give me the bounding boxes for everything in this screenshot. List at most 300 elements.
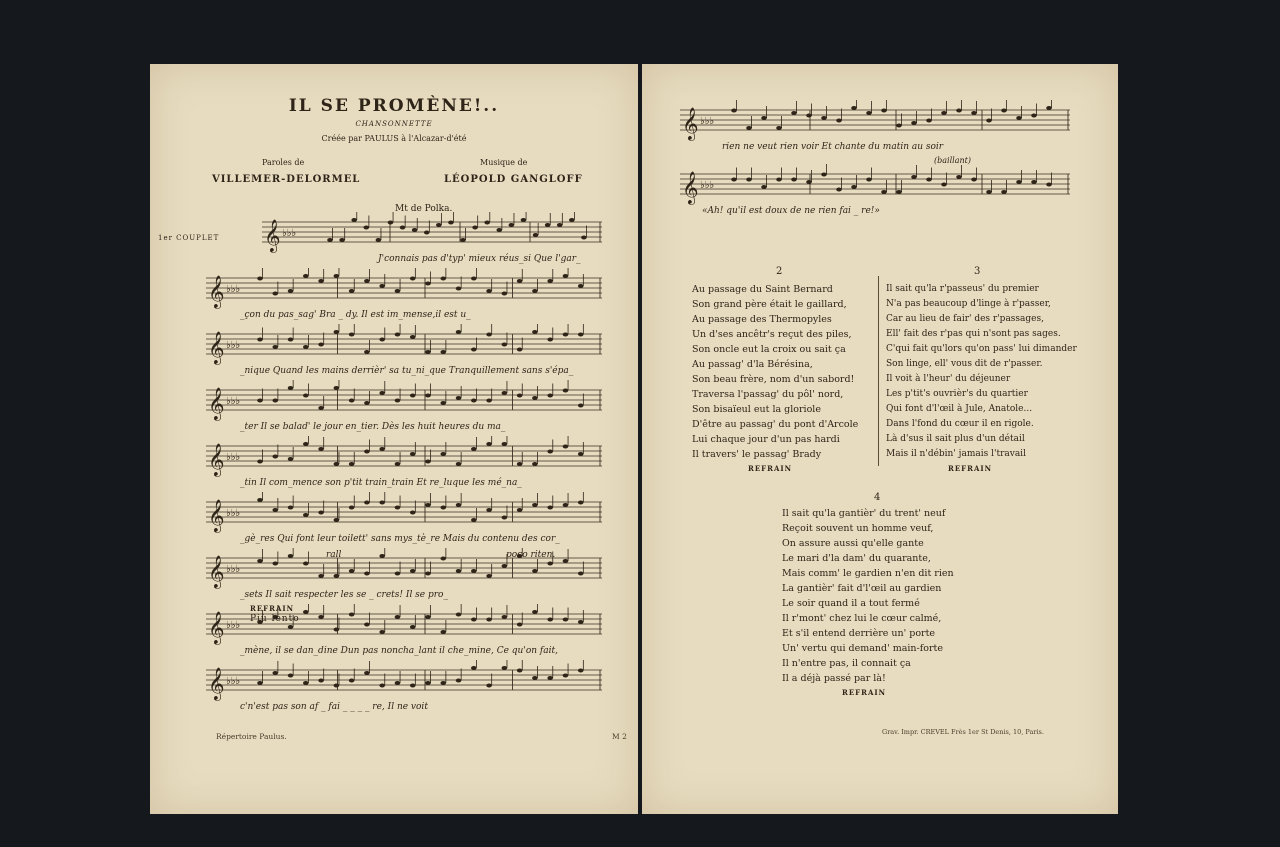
- note-head: [1001, 190, 1007, 194]
- note-head: [532, 289, 538, 293]
- note-head: [303, 681, 309, 685]
- verse-line: Un d'ses ancêtr's reçut des piles,: [692, 329, 852, 340]
- note-head: [791, 111, 797, 115]
- note-head: [272, 455, 278, 459]
- note-head: [578, 452, 584, 456]
- note-head: [563, 389, 569, 393]
- note-head: [436, 223, 442, 227]
- flat-icon: ♭♭♭: [282, 228, 297, 239]
- note-head: [425, 282, 431, 286]
- music-label: Musique de: [480, 158, 528, 167]
- note-head: [410, 511, 416, 515]
- note-head: [364, 350, 370, 354]
- note-head: [379, 447, 385, 451]
- note-head: [761, 116, 767, 120]
- note-head: [272, 508, 278, 512]
- note-head: [456, 287, 462, 291]
- note-head: [517, 279, 523, 283]
- note-head: [395, 506, 401, 510]
- verse-3-refrain: REFRAIN: [948, 464, 993, 473]
- note-head: [364, 450, 370, 454]
- note-head: [379, 501, 385, 505]
- note-head: [496, 228, 502, 232]
- note-head: [486, 574, 492, 578]
- verse-line: Il travers' le passag' Brady: [692, 449, 822, 460]
- note-head: [502, 442, 508, 446]
- note-head: [448, 221, 454, 225]
- rall-marking: rall: [326, 550, 342, 560]
- lyrics-label: Paroles de: [262, 158, 305, 167]
- note-head: [456, 396, 462, 400]
- flat-icon: ♭♭♭: [226, 284, 241, 295]
- note-head: [532, 396, 538, 400]
- note-head: [364, 671, 370, 675]
- note-head: [1016, 116, 1022, 120]
- note-head: [486, 442, 492, 446]
- note-head: [288, 506, 294, 510]
- note-head: [349, 399, 355, 403]
- note-head: [851, 106, 857, 110]
- flat-icon: ♭♭♭: [226, 508, 241, 519]
- verse-line: Traversa l'passag' du pôl' nord,: [692, 389, 844, 400]
- verse-line: Ell' fait des r'pas qui n'sont pas sages.: [886, 329, 1061, 339]
- verse-line: Son grand père était le gaillard,: [692, 299, 847, 310]
- note-head: [410, 335, 416, 339]
- note-head: [1016, 180, 1022, 184]
- lyric-line: _sets Il sait respecter les se _ crets! Il se pro_: [240, 590, 448, 600]
- note-head: [836, 188, 842, 192]
- note-head: [425, 572, 431, 576]
- note-head: [941, 111, 947, 115]
- note-head: [471, 569, 477, 573]
- note-head: [272, 562, 278, 566]
- treble-clef-icon: 𝄞: [208, 387, 225, 420]
- staff-system: [206, 492, 602, 536]
- note-head: [731, 109, 737, 113]
- note-head: [563, 274, 569, 278]
- verse-line: Son bisaïeul eut la gloriole: [692, 404, 821, 415]
- note-head: [272, 292, 278, 296]
- note-head: [502, 391, 508, 395]
- music-staff: [206, 660, 602, 704]
- song-title: IL SE PROMÈNE!..: [288, 96, 500, 116]
- flat-icon: ♭♭♭: [226, 620, 241, 631]
- verse-2-number: 2: [776, 266, 783, 277]
- note-head: [395, 289, 401, 293]
- note-head: [425, 503, 431, 507]
- note-head: [440, 350, 446, 354]
- note-head: [502, 564, 508, 568]
- verse-line: Car au lieu de fair' des r'passages,: [886, 314, 1044, 324]
- note-head: [395, 399, 401, 403]
- note-head: [425, 615, 431, 619]
- note-head: [318, 447, 324, 451]
- staff-system: [206, 436, 602, 480]
- created-by: Créée par PAULUS à l'Alcazar-d'été: [321, 134, 467, 143]
- note-head: [471, 618, 477, 622]
- lyric-line: _mène, il se dan_dine Dun pas noncha_lant il che_mine, Ce qu'on fait,: [240, 646, 558, 656]
- note-head: [425, 460, 431, 464]
- music-staff: [680, 100, 1070, 144]
- note-head: [410, 684, 416, 688]
- note-head: [1046, 183, 1052, 187]
- note-head: [911, 175, 917, 179]
- piu-lento-marking: Più lento: [250, 614, 300, 624]
- note-head: [502, 615, 508, 619]
- note-head: [349, 679, 355, 683]
- note-head: [334, 518, 340, 522]
- verse-line: Qui font d'l'œil à Jule, Anatole...: [886, 404, 1033, 414]
- note-head: [521, 218, 527, 222]
- note-head: [364, 401, 370, 405]
- note-head: [532, 503, 538, 507]
- note-head: [806, 114, 812, 118]
- note-head: [761, 185, 767, 189]
- note-head: [851, 185, 857, 189]
- note-head: [547, 279, 553, 283]
- note-head: [440, 630, 446, 634]
- note-head: [563, 333, 569, 337]
- note-head: [288, 674, 294, 678]
- note-head: [1046, 106, 1052, 110]
- note-head: [456, 330, 462, 334]
- lyric-line: _gè_res Qui font leur toilett' sans mys_tè_re Mais du contenu des cor_: [240, 534, 560, 544]
- note-head: [517, 394, 523, 398]
- note-head: [776, 178, 782, 182]
- note-head: [532, 610, 538, 614]
- verse-line: D'être au passag' du pont d'Arcole: [692, 419, 859, 430]
- note-head: [1031, 114, 1037, 118]
- note-head: [410, 394, 416, 398]
- lyric-line: rien ne veut rien voir Et chante du matin au soir: [722, 142, 944, 152]
- footer-page-mark: M 2: [612, 732, 627, 741]
- footer-repertoire: Répertoire Paulus.: [216, 732, 287, 741]
- note-head: [364, 501, 370, 505]
- note-head: [971, 111, 977, 115]
- verse-line: Son oncle eut la croix ou sait ça: [692, 344, 846, 355]
- note-head: [303, 513, 309, 517]
- note-head: [364, 572, 370, 576]
- note-head: [563, 559, 569, 563]
- note-head: [288, 386, 294, 390]
- note-head: [303, 274, 309, 278]
- note-head: [486, 684, 492, 688]
- verse-line: Il r'mont' chez lui le cœur calmé,: [782, 613, 942, 624]
- note-head: [776, 126, 782, 130]
- note-head: [486, 333, 492, 337]
- note-head: [502, 516, 508, 520]
- note-head: [272, 671, 278, 675]
- note-head: [986, 190, 992, 194]
- note-head: [517, 462, 523, 466]
- note-head: [395, 572, 401, 576]
- note-head: [532, 462, 538, 466]
- note-head: [257, 498, 263, 502]
- note-head: [547, 338, 553, 342]
- note-head: [821, 173, 827, 177]
- staff-system: [680, 100, 1070, 144]
- note-head: [896, 190, 902, 194]
- verse-3-number: 3: [974, 266, 981, 277]
- treble-clef-icon: 𝄞: [208, 331, 225, 364]
- note-head: [791, 178, 797, 182]
- note-head: [926, 178, 932, 182]
- note-head: [334, 330, 340, 334]
- note-head: [456, 569, 462, 573]
- note-head: [836, 119, 842, 123]
- note-head: [303, 394, 309, 398]
- flat-icon: ♭♭♭: [226, 564, 241, 575]
- verse-4: [782, 506, 954, 686]
- note-head: [364, 623, 370, 627]
- note-head: [532, 330, 538, 334]
- note-head: [563, 445, 569, 449]
- note-head: [303, 345, 309, 349]
- note-head: [379, 338, 385, 342]
- note-head: [578, 572, 584, 576]
- staff-system: [262, 212, 602, 256]
- note-head: [395, 615, 401, 619]
- note-head: [440, 557, 446, 561]
- verse-2: [692, 282, 858, 462]
- note-head: [486, 618, 492, 622]
- note-head: [545, 223, 551, 227]
- verse-line: Il a déjà passé par là!: [782, 673, 886, 684]
- verse-line: Un' vertu qui demand' main-forte: [782, 643, 943, 654]
- verse-divider: [878, 276, 879, 466]
- flat-icon: ♭♭♭: [226, 676, 241, 687]
- treble-clef-icon: 𝄞: [208, 611, 225, 644]
- verse-line: N'a pas beaucoup d'linge à r'passer,: [886, 299, 1051, 309]
- note-head: [547, 676, 553, 680]
- note-head: [395, 333, 401, 337]
- note-head: [440, 401, 446, 405]
- note-head: [410, 277, 416, 281]
- note-head: [532, 676, 538, 680]
- note-head: [547, 618, 553, 622]
- verse-4-refrain: REFRAIN: [842, 688, 887, 697]
- lyric-line: c'n'est pas son af _ fai _ _ _ _ re, Il ne voit: [240, 702, 428, 712]
- flat-icon: ♭♭♭: [700, 116, 715, 127]
- note-head: [956, 175, 962, 179]
- note-head: [547, 450, 553, 454]
- refrain-label: REFRAIN: [250, 604, 295, 613]
- treble-clef-icon: 𝄞: [208, 443, 225, 476]
- verse-line: Son beau frère, nom d'un sabord!: [692, 374, 855, 385]
- note-head: [303, 442, 309, 446]
- note-head: [400, 226, 406, 230]
- note-head: [349, 462, 355, 466]
- lyric-line: _nique Quand les mains derrièr' sa tu_ni_que Tranquillement sans s'épa_: [240, 366, 574, 376]
- staff-system: [206, 268, 602, 312]
- verse-line: Au passag' d'la Bérésina,: [692, 359, 813, 370]
- note-head: [334, 462, 340, 466]
- note-head: [1031, 180, 1037, 184]
- note-head: [533, 233, 539, 237]
- music-staff: [206, 492, 602, 536]
- note-head: [334, 684, 340, 688]
- verse-line: Lui chaque jour d'un pas hardi: [692, 434, 840, 445]
- note-head: [379, 684, 385, 688]
- treble-clef-icon: 𝄞: [208, 499, 225, 532]
- note-head: [440, 681, 446, 685]
- note-head: [456, 613, 462, 617]
- treble-clef-icon: 𝄞: [208, 667, 225, 700]
- note-head: [425, 681, 431, 685]
- poco-riten-marking: poco riten.: [506, 550, 556, 560]
- note-head: [318, 406, 324, 410]
- verse-line: Il sait qu'la r'passeus' du premier: [886, 284, 1039, 294]
- music-staff: [206, 436, 602, 480]
- note-head: [926, 119, 932, 123]
- note-head: [288, 338, 294, 342]
- note-head: [563, 503, 569, 507]
- staff-system: [206, 660, 602, 704]
- note-head: [272, 399, 278, 403]
- verse-line: Et s'il entend derrière un' porte: [782, 628, 936, 639]
- note-head: [471, 666, 477, 670]
- verse-line: C'qui fait qu'lors qu'on pass' lui dimander: [886, 344, 1077, 354]
- note-head: [288, 289, 294, 293]
- note-head: [424, 231, 430, 235]
- note-head: [578, 333, 584, 337]
- note-head: [547, 394, 553, 398]
- note-head: [303, 610, 309, 614]
- verse-line: Au passage des Thermopyles: [692, 314, 832, 325]
- treble-clef-icon: 𝄞: [264, 219, 281, 252]
- verse-line: Mais il n'débin' jamais l'travail: [886, 449, 1026, 459]
- note-head: [821, 116, 827, 120]
- music-staff: [206, 324, 602, 368]
- note-head: [472, 226, 478, 230]
- note-head: [379, 391, 385, 395]
- note-head: [486, 289, 492, 293]
- note-head: [866, 111, 872, 115]
- verse-2-refrain: REFRAIN: [748, 464, 793, 473]
- verse-4-number: 4: [874, 492, 881, 503]
- verse-line: Les p'tit's ouvrièr's du quartier: [886, 389, 1028, 399]
- note-head: [364, 279, 370, 283]
- note-head: [288, 457, 294, 461]
- music-staff: [206, 268, 602, 312]
- note-head: [486, 508, 492, 512]
- note-head: [517, 508, 523, 512]
- flat-icon: ♭♭♭: [226, 340, 241, 351]
- note-head: [334, 274, 340, 278]
- note-head: [379, 554, 385, 558]
- note-head: [379, 630, 385, 634]
- verse-3: [886, 282, 1077, 462]
- lyricist-name: VILLEMER-DELORMEL: [212, 174, 361, 185]
- note-head: [471, 399, 477, 403]
- note-head: [557, 223, 563, 227]
- music-staff: [680, 164, 1070, 208]
- treble-clef-icon: 𝄞: [208, 275, 225, 308]
- lyric-line: «Ah! qu'il est doux de ne rien fai _ re!»: [702, 206, 880, 216]
- note-head: [363, 226, 369, 230]
- tempo-marking: Mt de Polka.: [395, 204, 453, 214]
- note-head: [547, 562, 553, 566]
- note-head: [578, 404, 584, 408]
- note-head: [563, 674, 569, 678]
- note-head: [486, 399, 492, 403]
- note-head: [349, 506, 355, 510]
- right-page: [642, 64, 1118, 814]
- note-head: [334, 628, 340, 632]
- composer-name: LÉOPOLD GANGLOFF: [444, 174, 583, 185]
- note-head: [349, 569, 355, 573]
- staff-system: [206, 380, 602, 424]
- music-staff: [262, 212, 602, 256]
- note-head: [456, 503, 462, 507]
- note-head: [257, 559, 263, 563]
- couplet-label: 1er COUPLET: [158, 234, 220, 242]
- note-head: [578, 669, 584, 673]
- note-head: [318, 511, 324, 515]
- treble-clef-icon: 𝄞: [682, 171, 699, 204]
- note-head: [517, 669, 523, 673]
- verse-line: Le mari d'la dam' du quarante,: [782, 553, 931, 564]
- note-head: [410, 625, 416, 629]
- note-head: [349, 289, 355, 293]
- note-head: [456, 679, 462, 683]
- note-head: [746, 126, 752, 130]
- note-head: [257, 460, 263, 464]
- verse-line: Dans l'fond du cœur il en rigole.: [886, 419, 1034, 429]
- note-head: [502, 666, 508, 670]
- note-head: [440, 506, 446, 510]
- verse-line: Le soir quand il a tout fermé: [782, 598, 920, 609]
- note-head: [379, 284, 385, 288]
- note-head: [339, 238, 345, 242]
- note-head: [440, 277, 446, 281]
- note-head: [956, 109, 962, 113]
- note-head: [502, 292, 508, 296]
- staff-system: [206, 324, 602, 368]
- lyric-line: _ter Il se balad' le jour en_tier. Dès les huit heures du ma_: [240, 422, 506, 432]
- footer-printer: Grav. Impr. CREVEL Frès 1er St Denis, 10, Paris.: [882, 728, 1044, 736]
- note-head: [303, 562, 309, 566]
- note-head: [349, 333, 355, 337]
- note-head: [471, 518, 477, 522]
- note-head: [471, 348, 477, 352]
- note-head: [746, 178, 752, 182]
- treble-clef-icon: 𝄞: [682, 107, 699, 140]
- note-head: [318, 615, 324, 619]
- note-head: [1001, 109, 1007, 113]
- verse-line: On assure aussi qu'elle gante: [782, 538, 924, 549]
- note-head: [806, 180, 812, 184]
- flat-icon: ♭♭♭: [226, 396, 241, 407]
- note-head: [547, 506, 553, 510]
- note-head: [288, 625, 294, 629]
- note-head: [881, 109, 887, 113]
- note-head: [911, 121, 917, 125]
- note-head: [334, 386, 340, 390]
- note-head: [410, 452, 416, 456]
- note-head: [456, 462, 462, 466]
- note-head: [327, 238, 333, 242]
- music-staff: [206, 380, 602, 424]
- note-head: [440, 452, 446, 456]
- note-head: [460, 238, 466, 242]
- note-head: [376, 238, 382, 242]
- note-head: [581, 236, 587, 240]
- flat-icon: ♭♭♭: [700, 180, 715, 191]
- note-head: [471, 277, 477, 281]
- note-head: [517, 623, 523, 627]
- note-head: [881, 190, 887, 194]
